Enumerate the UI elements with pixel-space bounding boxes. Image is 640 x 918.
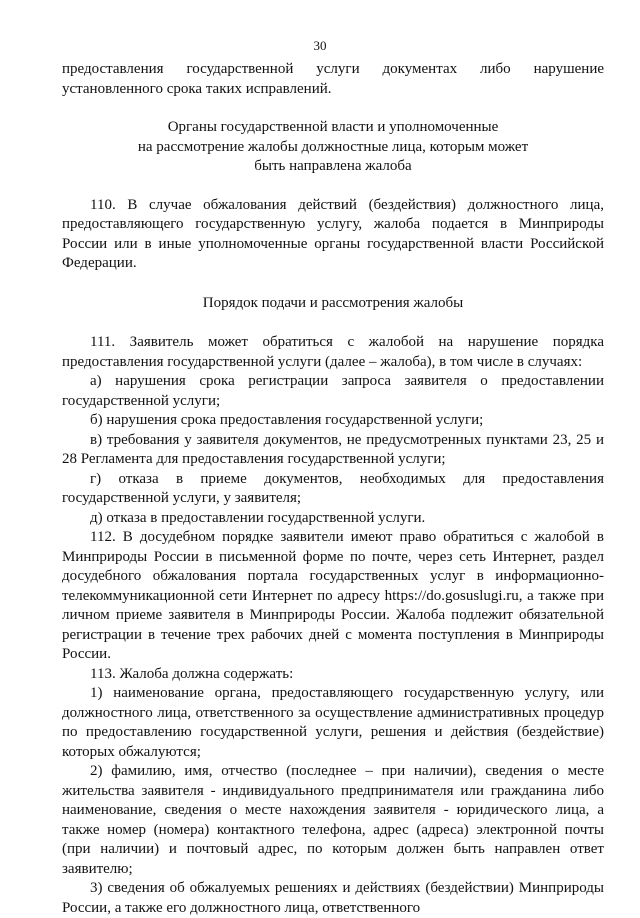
paragraph-continuation: предоставления государственной услуги документах либо нарушение установленного срока таких исправлений.	[62, 61, 604, 97]
section-heading-authorities	[62, 118, 604, 177]
heading-line: Органы государственной власти и уполномоченные	[167, 119, 499, 135]
paragraph-113: 113. Жалоба должна содержать:	[90, 665, 294, 682]
paragraph-110: 110. В случае обжалования действий (бездействия) должностного лица, предоставляющего государственную услугу, жалоба подается в Минприроды России или в иные уполномоченные органы государственной власти Российской Федерации.	[62, 196, 604, 271]
list-item: 3) сведения об обжалуемых решениях и действиях (бездействии) Минприроды России, а также его должностного лица, ответственного	[62, 880, 604, 916]
list-item: г) отказа в приеме документов, необходимых для предоставления государственной услуги, у заявителя;	[62, 470, 604, 506]
list-item: а) нарушения срока регистрации запроса заявителя о предоставлении государственной услуги;	[62, 373, 604, 409]
document-body	[62, 60, 604, 918]
list-item: 2) фамилию, имя, отчество (последнее – при наличии), сведения о месте жительства заявителя - индивидуального предпринимателя или гражданина либо наименование, сведения о месте нахождения заявителя - юридического лица, а также номер (номера) контактного телефона, адрес (адреса) электронной почты (при наличии) и почтовый адрес, по которым должен быть направлен ответ заявителю;	[62, 763, 604, 877]
heading-line: на рассмотрение жалобы должностные лица, которым может	[137, 138, 529, 155]
page-number: 30	[313, 38, 327, 53]
list-item: 1) наименование органа, предоставляющего государственную услугу, или должностного лица, ответственного за осуществление административных процедур по предоставлению государственной услуги, решения и действия (бездействие) которых обжалуются;	[62, 685, 604, 760]
paragraph-111: 111. Заявитель может обратиться с жалобой на нарушение порядка предоставления государственной услуги (далее – жалоба), в том числе в случаях:	[62, 334, 604, 370]
heading-line: быть направлена жалоба	[254, 158, 412, 174]
list-item: д) отказа в предоставлении государственной услуги.	[90, 509, 426, 526]
list-item: в) требования у заявителя документов, не предусмотренных пунктами 23, 25 и 28 Регламента для предоставления государственной услуги;	[62, 431, 604, 467]
paragraph-112: 112. В досудебном порядке заявители имеют право обратиться с жалобой в Минприроды России в письменной форме по почте, через сеть Интернет, раздел досудебного обжалования портала государственных услуг в информационно-телекоммуникационной сети Интернет по адресу https://do.gosuslugi.ru, а также при личном приеме заявителя в Минприроды России. Жалоба подлежит обязательной регистрации в течение трех рабочих дней с момента поступления в Минприроды России.	[62, 529, 604, 662]
list-item: б) нарушения срока предоставления государственной услуги;	[90, 412, 484, 428]
section-heading-procedure: Порядок подачи и рассмотрения жалобы	[202, 294, 464, 311]
